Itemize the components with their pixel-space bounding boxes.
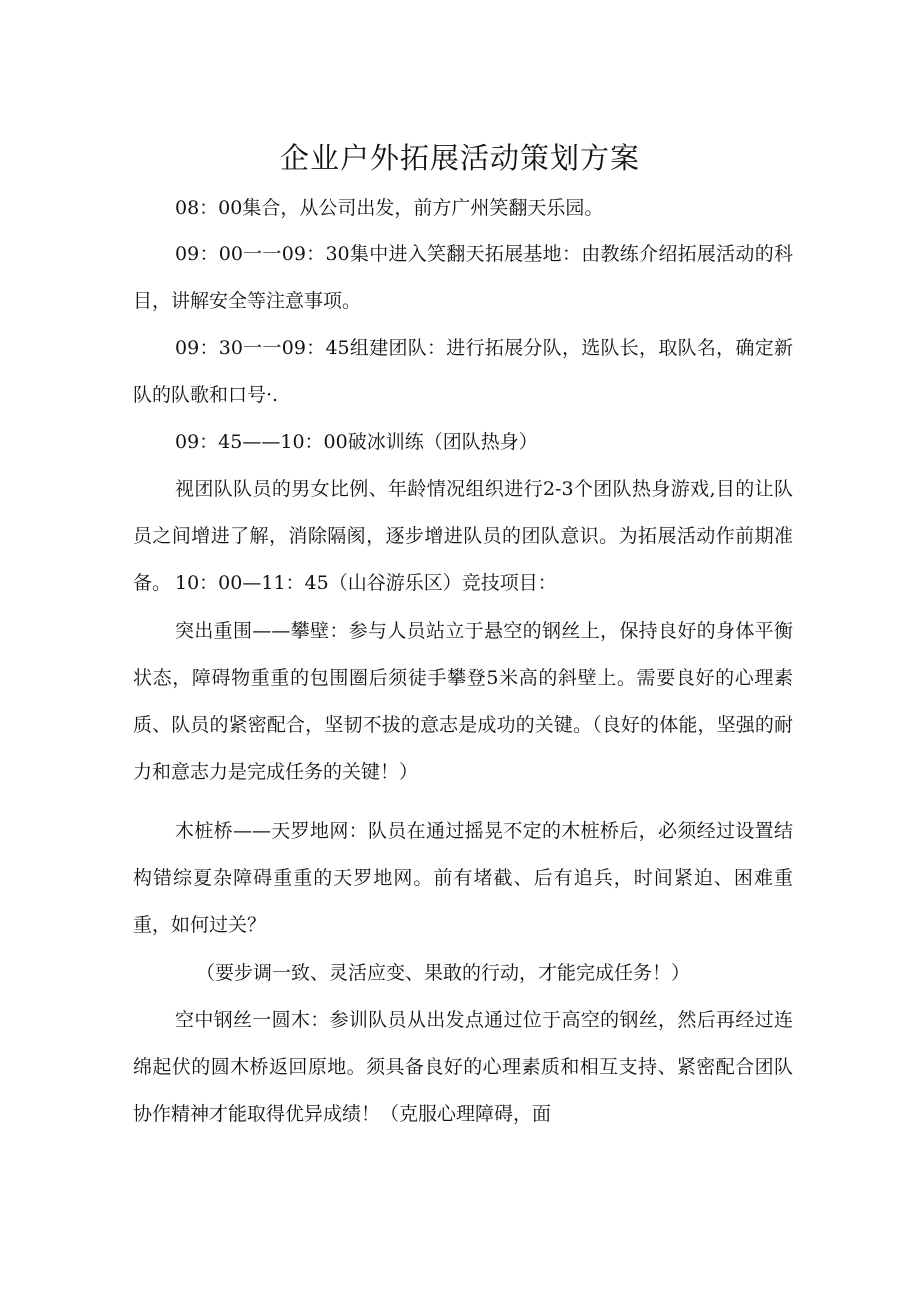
document-title: 企业户外拓展活动策划方案 (279, 141, 640, 175)
paragraph-log-bridge-note: （要步调一致、灵活应变、果敢的行动，才能完成任务！） (196, 962, 691, 984)
paragraph-briefing: 09：00一一09：30集中进入笑翻天拓展基地：由教练介绍拓展活动的科目，讲解安全等注意事项。 (133, 243, 793, 312)
paragraph-high-wire: 空中钢丝一圆木：参训队员从出发点通过位于高空的钢丝，然后再经过连绵起伏的圆木桥返回原地。须具备良好的心理素质和相互支持、紧密配合团队协作精神才能取得优异成绩！（克服心理障碍，面 (133, 1009, 793, 1125)
paragraph-log-bridge: 木桩桥——天罗地网：队员在通过摇晃不定的木桩桥后，必须经过设置结构错综夏杂障碍重重的天罗地网。前有堵截、后有追兵，时间紧迫、困难重重，如何过关？ (133, 820, 793, 936)
paragraph-warmup: 视团队队员的男女比例、年龄情况组织进行2-3个团队热身游戏,目的让队员之间增进了解，消除隔阂，逐步增进队员的团队意识。为拓展活动作前期准备。 (133, 478, 793, 594)
paragraph-departure: 08：00集合，从公司出发，前方广州笑翻天乐园。 (175, 197, 604, 219)
paragraph-icebreaker: 09：45——10：00破冰训练（团队热身） (175, 431, 538, 453)
paragraph-team-building: 09：30一一09：45组建团队：进行拓展分队，选队长，取队名，确定新队的队歌和口号·. (133, 337, 793, 406)
paragraph-climbing-wall: 突出重围——攀壁：参与人员站立于悬空的钢丝上，保持良好的身体平衡状态，障碍物重重的包围圈后须徒手攀登5米高的斜壁上。需要良好的心理素质、队员的紧密配合，坚韧不拔的意志是成功的关键。（良好的体能，坚强的耐力和意志力是完成任务的关键！） (133, 620, 793, 783)
paragraph-competition: 10：00—11：45（山谷游乐区）竞技项目： (175, 572, 557, 594)
